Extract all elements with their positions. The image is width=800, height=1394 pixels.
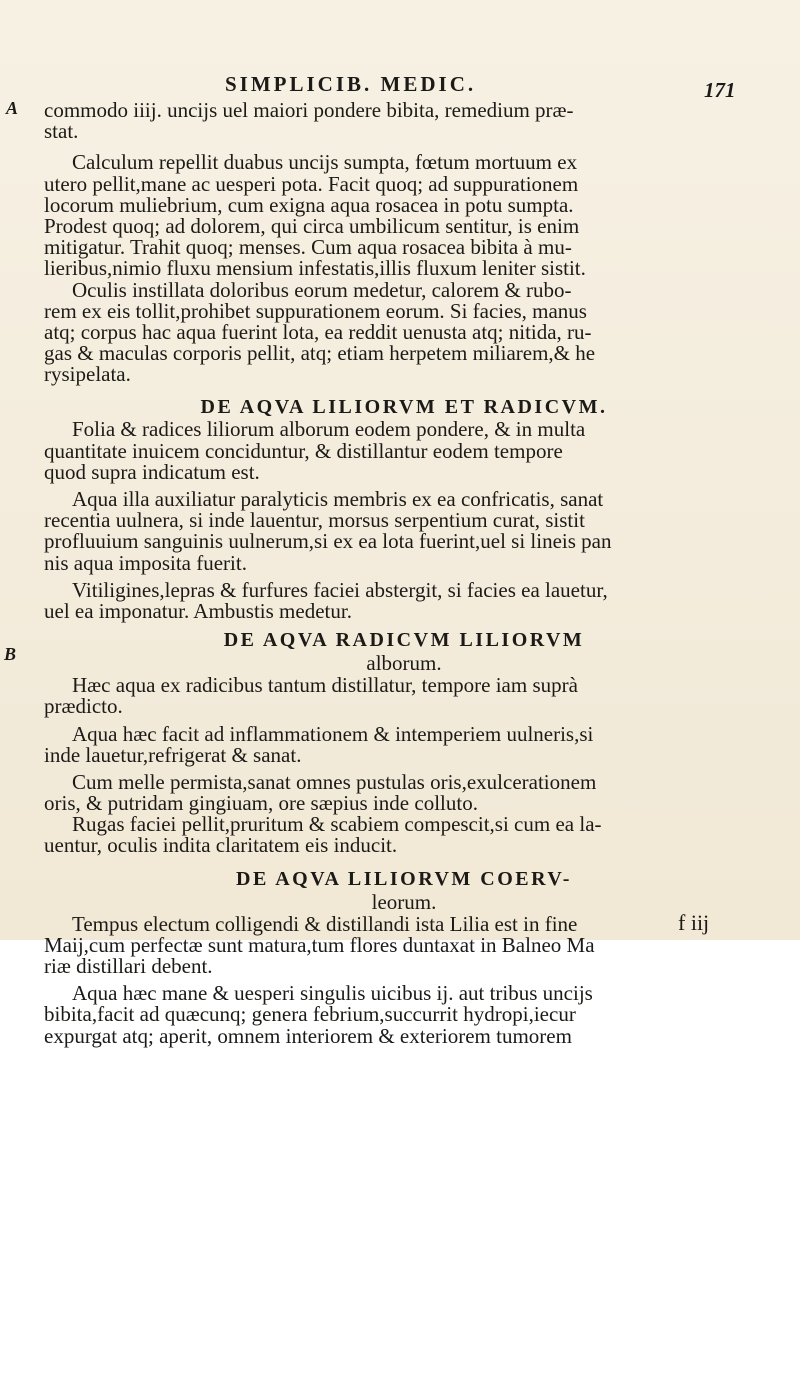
text-line: oris, & putridam gingiuam, ore sæpius inde colluto. bbox=[44, 791, 478, 816]
text-line: quod supra indicatum est. bbox=[44, 459, 260, 484]
paragraph-haec-aqua-start: Hæc aqua ex radicibus tantum distillatur, tempore iam suprà bbox=[72, 673, 578, 698]
text-line: uentur, oculis indita claritatem eis inducit. bbox=[44, 833, 398, 858]
text-line: recentia uulnera, si inde lauentur, morsus serpentium curat, sistit bbox=[44, 508, 585, 533]
paragraph-cum-melle-start: Cum melle permista,sanat omnes pustulas oris,exulcerationem bbox=[72, 769, 597, 794]
section-subheading-alborum: alborum. bbox=[366, 651, 442, 676]
text-line: stat. bbox=[44, 119, 79, 144]
page-number: 171 bbox=[704, 78, 736, 102]
paragraph-folia-start: Folia & radices liliorum alborum eodem pondere, & in multa bbox=[72, 417, 586, 442]
text-line: utero pellit,mane ac uesperi pota. Facit quoq; ad suppurationem bbox=[44, 171, 579, 196]
text-line: mitigatur. Trahit quoq; menses. Cum aqua rosacea bibita à mu- bbox=[44, 235, 572, 260]
margin-letter-b: B bbox=[4, 644, 17, 664]
section-heading-liliorum-coeruleorum: DE AQVA LILIORVM COERV- bbox=[236, 867, 572, 890]
section-heading-liliorum-radicum: DE AQVA LILIORVM ET RADICVM. bbox=[200, 396, 608, 419]
text-line: Maij,cum perfectæ sunt matura,tum flores duntaxat in Balneo Ma bbox=[44, 932, 595, 957]
text-line: prædicto. bbox=[44, 694, 123, 719]
paragraph-oculis-start: Oculis instillata doloribus eorum medetur, calorem & rubo- bbox=[72, 277, 572, 302]
text-line: bibita,facit ad quæcunq; genera febrium,succurrit hydropi,iecur bbox=[44, 1002, 576, 1027]
text-line: nis aqua imposita fuerit. bbox=[44, 550, 247, 575]
text-line: gas & maculas corporis pellit, atq; etiam herpetem miliarem,& he bbox=[44, 341, 596, 366]
section-subheading-leorum: leorum. bbox=[371, 889, 437, 914]
text-line: Prodest quoq; ad dolorem, qui circa umbilicum sentitur, is enim bbox=[44, 213, 580, 238]
paragraph-rugas-start: Rugas faciei pellit,pruritum & scabiem compescit,si cum ea la- bbox=[72, 812, 602, 837]
text-line: inde lauetur,refrigerat & sanat. bbox=[44, 742, 302, 767]
text-line: expurgat atq; aperit, omnem interiorem & exteriorem tumorem bbox=[44, 1023, 572, 1048]
text-line: atq; corpus hac aqua fuerint lota, ea reddit uenusta atq; nitida, ru- bbox=[44, 319, 592, 344]
text-line: uel ea imponatur. Ambustis medetur. bbox=[44, 598, 352, 623]
signature-mark: f iij bbox=[678, 910, 710, 935]
paragraph-aqua-illa-start: Aqua illa auxiliatur paralyticis membris ex ea confricatis, sanat bbox=[72, 487, 604, 511]
text-line: locorum muliebrium, cum exigna aqua rosacea in potu sumpta. bbox=[44, 192, 574, 217]
text-line: quantitate inuicem conciduntur, & distillantur eodem tempore bbox=[44, 438, 563, 463]
text-line: commodo iiij. uncijs uel maiori pondere bibita, remedium præ- bbox=[44, 98, 574, 122]
spacer bbox=[44, 857, 764, 867]
section-heading-radicum-liliorum: DE AQVA RADICVM LILIORVM bbox=[223, 629, 585, 652]
paragraph-aqua-mane-start: Aqua hæc mane & uesperi singulis uicibus ij. aut tribus uncijs bbox=[72, 981, 593, 1006]
paragraph-tempus-start: Tempus electum colligendi & distillandi ista Lilia est in fine bbox=[72, 911, 578, 936]
text-line: riæ distillari debent. bbox=[44, 954, 213, 978]
text-line: lieribus,nimio fluxu mensium infestatis,illis fluxum leniter sistit. bbox=[44, 256, 586, 281]
paragraph-aqua-haec-start: Aqua hæc facit ad inflammationem & intemperiem uulneris,si bbox=[72, 721, 594, 746]
paragraph-calculum-start: Calculum repellit duabus uncijs sumpta, fœtum mortuum ex bbox=[72, 150, 578, 175]
text-line: rem ex eis tollit,prohibet suppurationem eorum. Si facies, manus bbox=[44, 298, 587, 323]
paragraph-vitiligines-start: Vitiligines,lepras & furfures faciei abstergit, si facies ea lauetur, bbox=[72, 577, 608, 602]
running-title: SIMPLICIB. MEDIC. bbox=[225, 72, 477, 96]
spacer bbox=[44, 385, 764, 395]
main-text bbox=[44, 100, 764, 1047]
text-line: rysipelata. bbox=[44, 362, 131, 387]
margin-letter-a: A bbox=[6, 98, 19, 118]
text-line: profluuium sanguinis uulnerum,si ex ea lota fuerint,uel si lineis pan bbox=[44, 529, 612, 554]
